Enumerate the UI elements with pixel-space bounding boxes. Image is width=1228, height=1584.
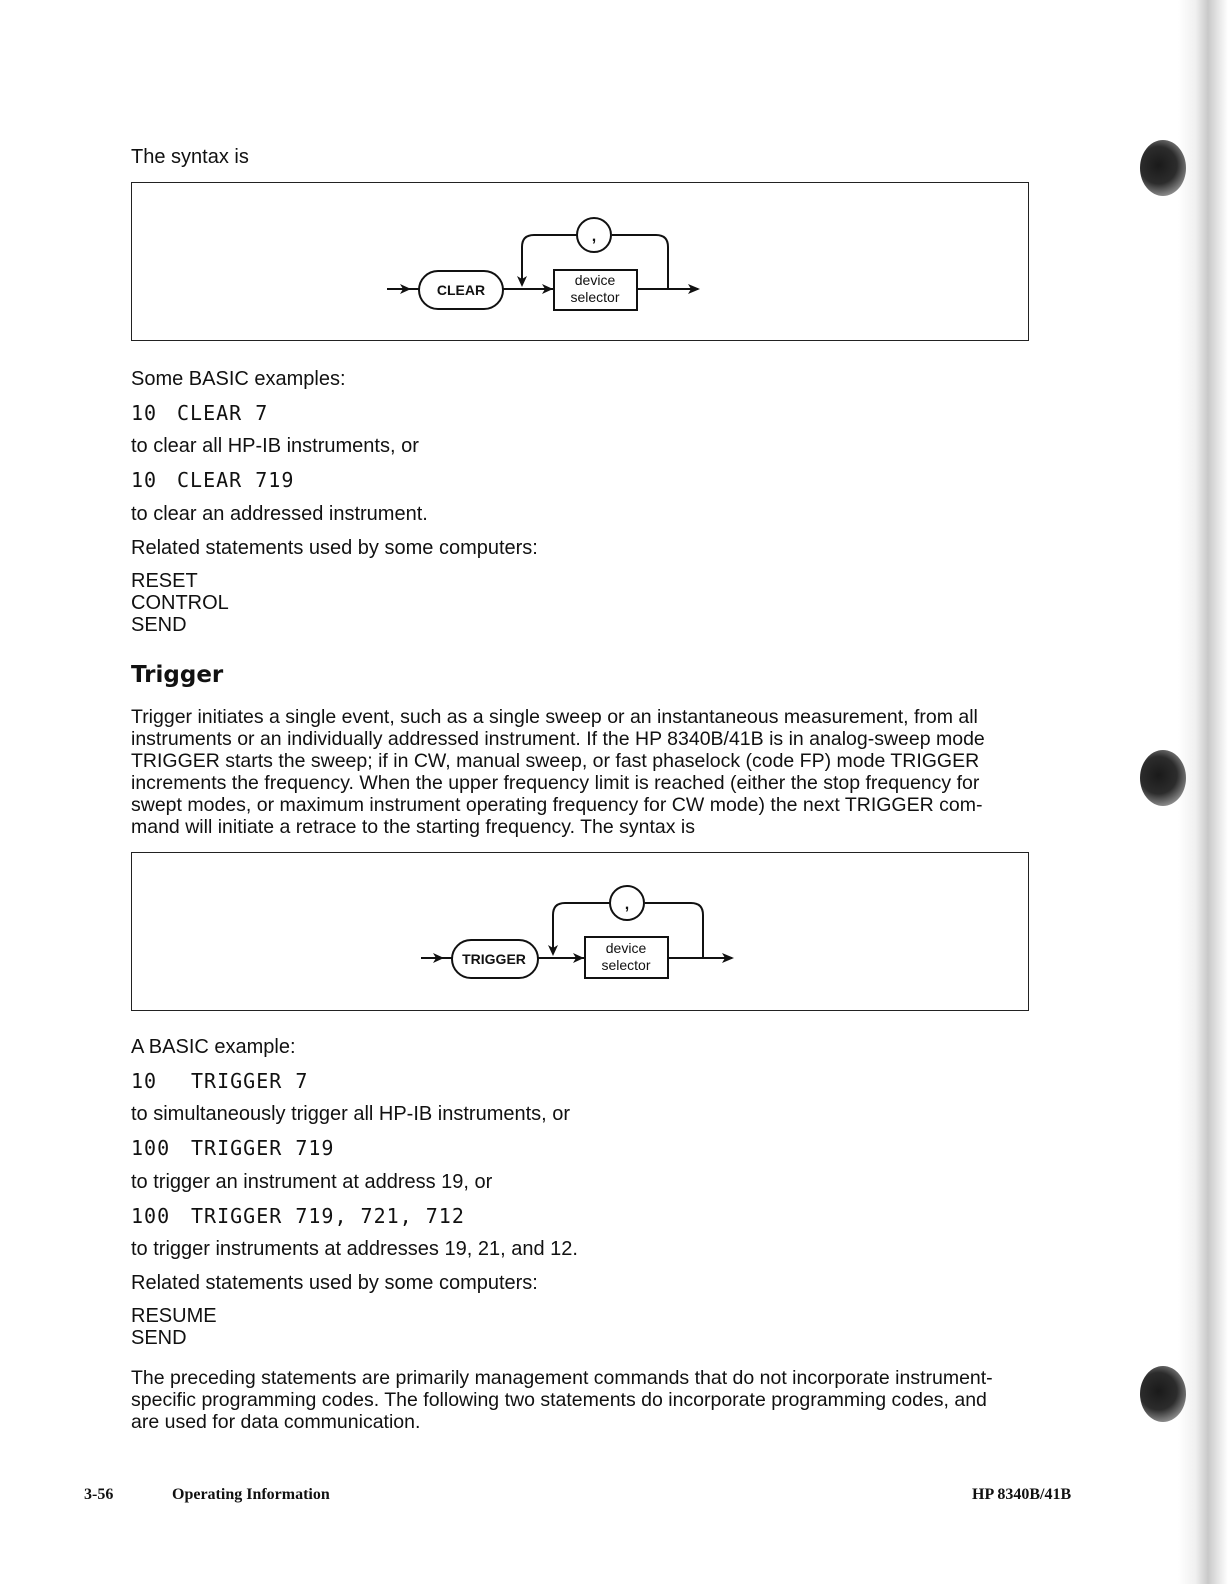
closing-paragraph [131,1367,1031,1433]
paragraph-line: TRIGGER starts the sweep; if in CW, manual sweep, or fast phaselock (code FP) mode TRIGGER [131,750,980,772]
page-binding-edge [1178,0,1228,1584]
code-line [131,401,268,425]
code-text: CLEAR 719 [177,468,295,492]
clear-item-line1: device [574,272,616,288]
code-text: TRIGGER 7 [191,1069,309,1093]
example-description: to clear an addressed instrument. [131,503,428,525]
related-statement: CONTROL [131,592,229,614]
trigger-repeat-symbol: , [624,896,630,913]
example-description: to trigger an instrument at address 19, or [131,1171,493,1193]
paragraph-line: specific programming codes. The following two statements do incorporate programming codes, and [131,1389,987,1411]
code-line [131,1069,308,1093]
paragraph-line: Trigger initiates a single event, such as a single sweep or an instantaneous measurement, from all [131,706,978,728]
example-description: to trigger instruments at addresses 19, 21, and 12. [131,1238,578,1260]
footer-model: HP 8340B/41B [972,1486,1072,1503]
trigger-item-line2: selector [601,957,651,973]
example-description: to clear all HP-IB instruments, or [131,435,419,457]
related-statement: SEND [131,614,187,636]
related-statement: RESUME [131,1305,217,1327]
line-number: 10 [131,1069,158,1093]
code-text: TRIGGER 719, 721, 712 [191,1204,465,1228]
syntax-intro: The syntax is [131,146,249,168]
code-line [131,1136,334,1160]
binder-hole [1140,1366,1186,1422]
line-number: 10 [131,401,158,425]
line-number: 10 [131,468,158,492]
clear-syntax-diagram [131,182,1029,341]
paragraph-line: increments the frequency. When the upper frequency limit is reached (either the stop frequency for [131,772,980,794]
page-number: 3-56 [84,1486,114,1503]
example-heading: A BASIC example: [131,1036,296,1058]
trigger-syntax-diagram [131,852,1029,1011]
binder-hole [1140,750,1186,806]
related-heading: Related statements used by some computers: [131,537,538,559]
trigger-keyword: TRIGGER [462,951,526,967]
example-description: to simultaneously trigger all HP-IB instruments, or [131,1103,571,1125]
paragraph-line: are used for data communication. [131,1411,421,1433]
trigger-syntax-svg [132,853,1028,1010]
related-heading: Related statements used by some computers: [131,1272,538,1294]
footer-section: Operating Information [172,1486,330,1503]
clear-item-line2: selector [570,289,620,305]
paragraph-line: mand will initiate a retrace to the starting frequency. The syntax is [131,816,695,838]
code-line [131,468,294,492]
line-number: 100 [131,1136,171,1160]
paragraph-line: instruments or an individually addressed instrument. If the HP 8340B/41B is in analog-sweep mode [131,728,985,750]
clear-repeat-symbol: , [591,228,597,245]
binder-hole [1140,140,1186,196]
line-number: 100 [131,1204,171,1228]
code-text: TRIGGER 719 [191,1136,335,1160]
trigger-item-line1: device [605,940,647,956]
paragraph-line: swept modes, or maximum instrument operating frequency for CW mode) the next TRIGGER com- [131,794,983,816]
paragraph-line: The preceding statements are primarily management commands that do not incorporate instrument- [131,1367,993,1389]
clear-syntax-svg [132,183,1028,340]
code-text: CLEAR 7 [177,401,269,425]
related-statement: RESET [131,570,198,592]
clear-keyword: CLEAR [436,282,486,298]
section-heading-trigger: Trigger [131,662,224,688]
code-line [131,1204,465,1228]
examples-heading: Some BASIC examples: [131,368,346,390]
related-statement: SEND [131,1327,187,1349]
trigger-paragraph [131,706,1031,838]
